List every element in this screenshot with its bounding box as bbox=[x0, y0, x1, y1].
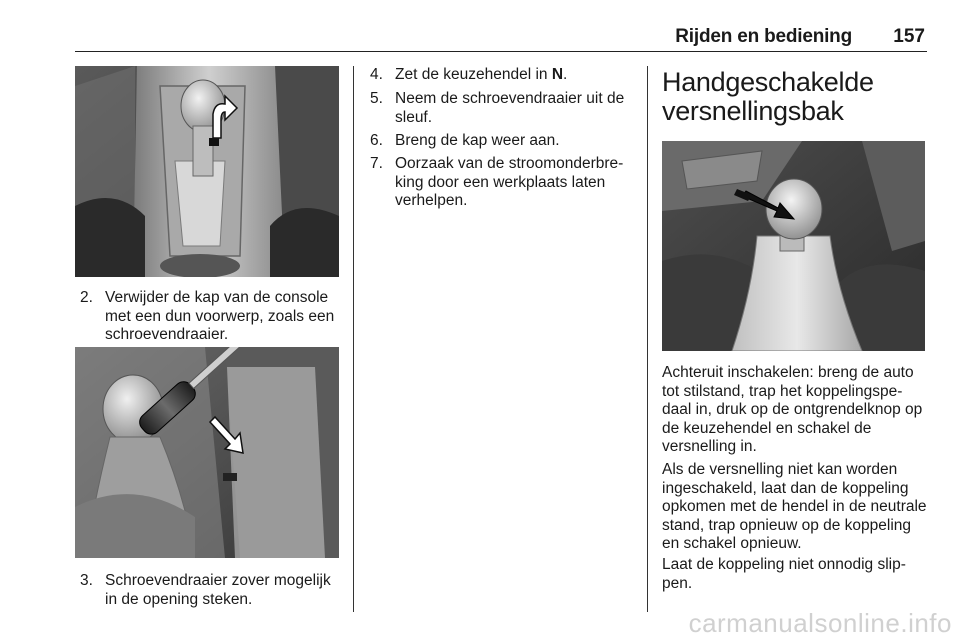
step-number: 7. bbox=[370, 155, 383, 172]
step-5 bbox=[370, 90, 640, 127]
step-7 bbox=[370, 155, 640, 211]
paragraph-clutch-slip: Laat de koppeling niet onnodig slip-pen. bbox=[662, 556, 906, 592]
step-text: Oorzaak van de stroomonderbre-king door een werkplaats laten verhelpen. bbox=[395, 155, 624, 209]
paragraph-gear-not-engaging: Als de versnelling niet kan worden ingeschakeld, laat dan de koppeling opkomen met de hendel in de neutrale stand, trap opnieuw op de koppeling en schakel opnieuw. bbox=[662, 461, 927, 552]
step-number: 3. bbox=[80, 572, 93, 589]
gear-position-label: N bbox=[551, 66, 564, 83]
screwdriver-photo bbox=[75, 347, 339, 558]
paragraph-reverse-gear: Achteruit inschakelen: breng de auto tot stilstand, trap het koppelingspe-daal in, druk op de ontgrendelknop op de keuzehendel en schakel de versnelling in. bbox=[662, 364, 923, 455]
manual-gearbox-photo bbox=[662, 141, 925, 351]
step-number: 5. bbox=[370, 90, 383, 107]
section-title: Rijden en bediening bbox=[675, 26, 852, 47]
step-number: 4. bbox=[370, 66, 383, 83]
step-2 bbox=[80, 289, 345, 345]
column-divider-left bbox=[353, 66, 354, 612]
page-number: 157 bbox=[893, 26, 925, 47]
step-text: Breng de kap weer aan. bbox=[395, 132, 560, 149]
step-3 bbox=[80, 572, 345, 609]
step-text: Schroevendraaier zover mogelijk in de opening steken. bbox=[105, 572, 331, 608]
gear-console-photo bbox=[75, 66, 339, 277]
step-text: Neem de schroevendraaier uit de sleuf. bbox=[395, 90, 625, 126]
section-heading: Handgeschakelde versnellingsbak bbox=[662, 67, 874, 126]
step-number: 6. bbox=[370, 132, 383, 149]
step-text: Verwijder de kap van de console met een dun voorwerp, zoals een schroevendraaier. bbox=[105, 289, 335, 343]
watermark-text: carmanualsonline.info bbox=[688, 608, 952, 638]
step-4 bbox=[370, 66, 640, 85]
page-header bbox=[75, 22, 927, 52]
step-text: Zet de keuzehendel in N. bbox=[395, 66, 568, 83]
step-number: 2. bbox=[80, 289, 93, 306]
step-6 bbox=[370, 132, 640, 151]
column-divider-right bbox=[647, 66, 648, 612]
